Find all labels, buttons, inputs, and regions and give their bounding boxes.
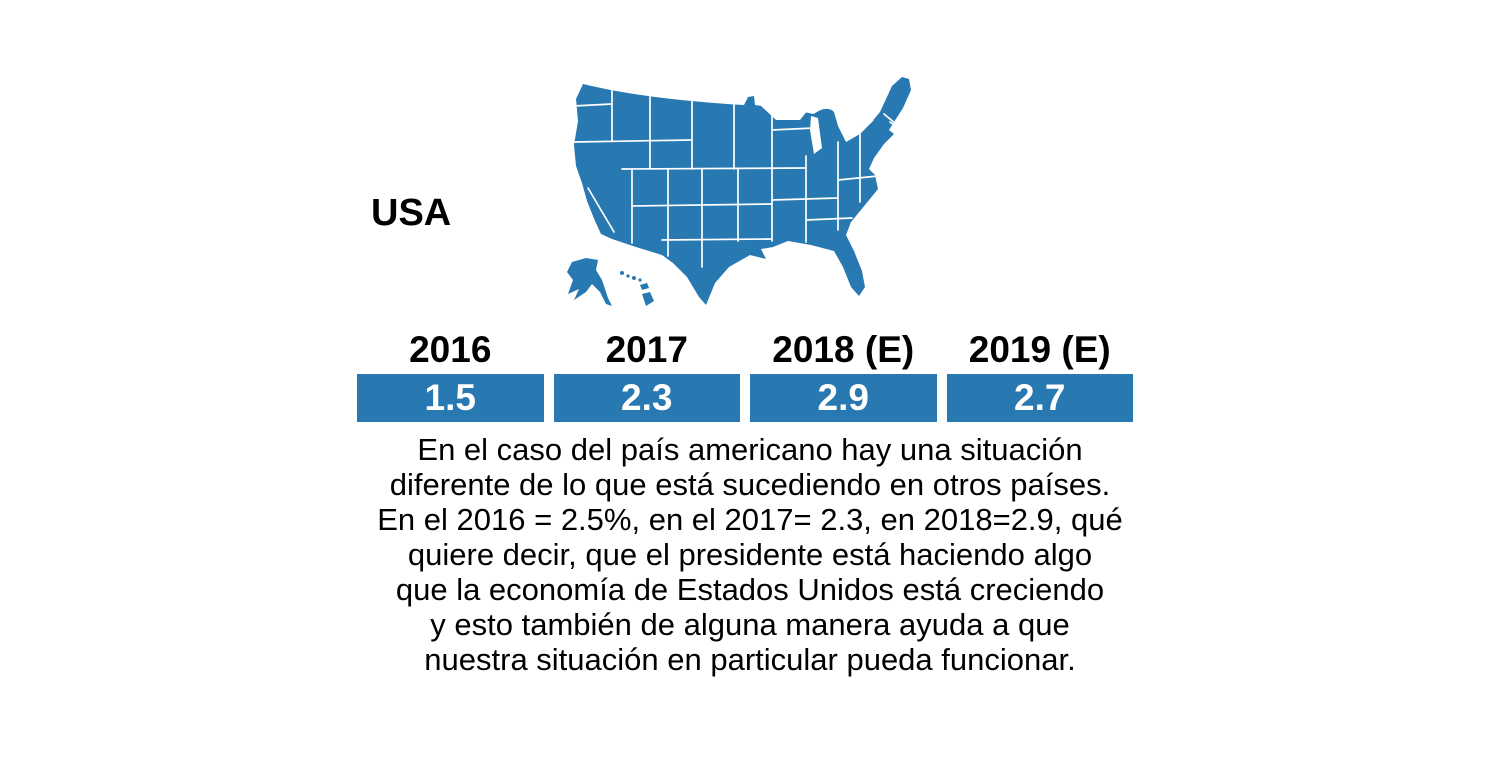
caption-line: diferente de lo que está sucediendo en otros países. (389, 467, 1111, 502)
caption-paragraph (325, 432, 1175, 677)
year-header-2016: 2016 (409, 329, 492, 370)
caption-line: nuestra situación en particular pueda funcionar. (424, 642, 1076, 677)
caption-line: y esto también de alguna manera ayuda a que (430, 607, 1070, 642)
value-bar-row (357, 374, 1133, 422)
value-bar-2017: 2.3 (554, 374, 741, 422)
usa-map-icon (562, 70, 920, 320)
value-bar-2019e: 2.7 (947, 374, 1134, 422)
country-label: USA (371, 192, 452, 234)
usa-map (562, 70, 920, 320)
year-header-row (357, 331, 1133, 369)
caption-line: En el caso del país americano hay una situación (417, 432, 1083, 467)
caption-line: quiere decir, que el presidente está haciendo algo (407, 537, 1093, 572)
value-bar-2018e: 2.9 (750, 374, 937, 422)
caption-line: que la economía de Estados Unidos está creciendo (395, 572, 1105, 607)
value-bar-2016: 1.5 (357, 374, 544, 422)
year-header-2018e: 2018 (E) (772, 329, 915, 370)
year-header-2017: 2017 (605, 329, 688, 370)
year-header-2019e: 2019 (E) (968, 329, 1111, 370)
alaska (567, 258, 612, 306)
caption-line: En el 2016 = 2.5%, en el 2017= 2.3, en 2018=2.9, qué (377, 502, 1123, 537)
hawaii (620, 271, 654, 306)
